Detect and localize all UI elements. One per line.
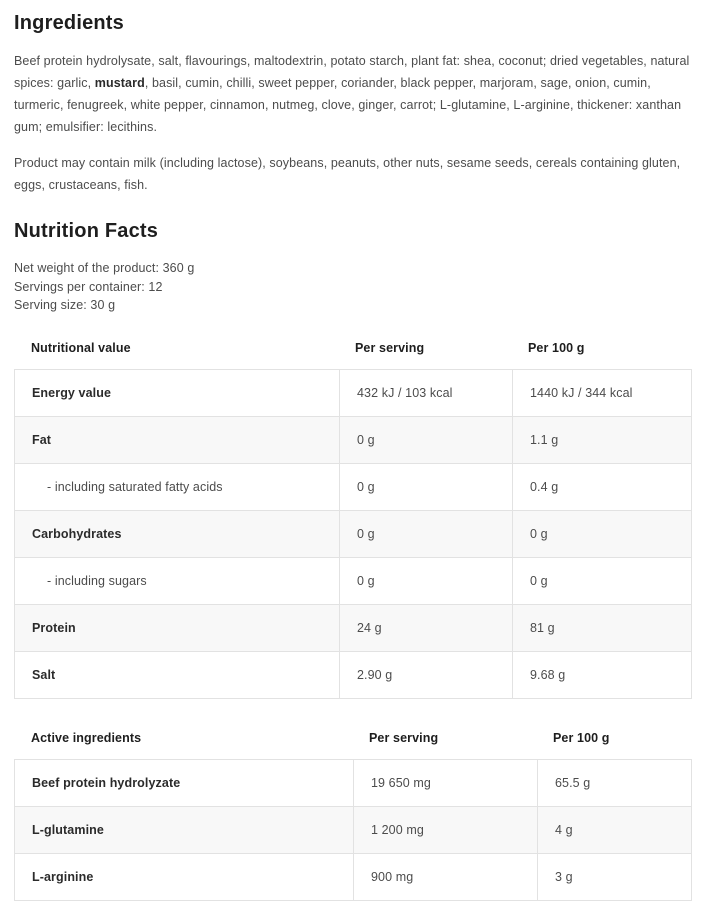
row-label: - including sugars xyxy=(47,573,147,588)
ingredients-bold-allergen: mustard xyxy=(94,76,145,90)
row-per-100g: 3 g xyxy=(537,854,693,900)
row-per-serving: 2.90 g xyxy=(339,652,512,698)
active-ingredients-table-header xyxy=(14,731,694,745)
table-row-beef-protein-hydrolyzate xyxy=(15,760,691,806)
table-row-salt xyxy=(15,651,691,698)
row-label: - including saturated fatty acids xyxy=(47,479,223,494)
row-per-100g: 65.5 g xyxy=(537,760,693,806)
row-label: Fat xyxy=(32,432,52,447)
row-label: Protein xyxy=(32,620,76,635)
row-label: Energy value xyxy=(32,385,112,400)
ingredients-text-part1: Beef protein hydrolysate, salt, flavourings, maltodextrin, potato starch, plant fat: shea, coconut; dried vegetables, natural spices: garlic, xyxy=(14,54,690,90)
active-ingredients-table xyxy=(14,759,692,901)
row-per-serving: 0 g xyxy=(339,558,512,604)
row-per-100g: 9.68 g xyxy=(512,652,693,698)
row-per-serving: 0 g xyxy=(339,511,512,557)
row-label: L-glutamine xyxy=(32,822,104,837)
row-per-serving: 900 mg xyxy=(353,854,537,900)
row-per-100g: 0.4 g xyxy=(512,464,693,510)
row-per-100g: 81 g xyxy=(512,605,693,651)
table-row-sugars xyxy=(15,557,691,604)
row-per-serving: 24 g xyxy=(339,605,512,651)
row-per-serving: 0 g xyxy=(339,417,512,463)
active-table-header-per-100g: Per 100 g xyxy=(553,730,610,745)
allergen-note: Product may contain milk (including lactose), soybeans, peanuts, other nuts, sesame seeds, cereals containing gluten, eggs, crustaceans, fish. xyxy=(14,156,681,192)
net-weight-line: Net weight of the product: 360 g xyxy=(14,261,195,275)
row-per-100g: 0 g xyxy=(512,511,693,557)
ingredients-heading: Ingredients xyxy=(14,12,124,34)
row-per-serving: 19 650 mg xyxy=(353,760,537,806)
nutrition-table-header-per-100g: Per 100 g xyxy=(528,340,585,355)
row-label: Carbohydrates xyxy=(32,526,122,541)
row-label: L-arginine xyxy=(32,869,94,884)
table-row-l-glutamine xyxy=(15,806,691,853)
ingredients-text-part2: , basil, cumin, chilli, sweet pepper, coriander, black pepper, marjoram, sage, onion, cumin, turmeric, fenugreek, white pepper, cinnamon, nutmeg, clove, ginger, carrot; L-glutamine, L-arginine, thickener: xanthan gum; emulsifier: lecithins. xyxy=(14,76,682,134)
table-row-l-arginine xyxy=(15,853,691,900)
row-per-100g: 1440 kJ / 344 kcal xyxy=(512,370,693,416)
servings-per-container-line: Servings per container: 12 xyxy=(14,279,163,294)
row-per-serving: 1 200 mg xyxy=(353,807,537,853)
serving-info xyxy=(14,259,694,315)
row-label: Salt xyxy=(32,667,56,682)
nutrition-table xyxy=(14,369,692,699)
nutrition-facts-heading: Nutrition Facts xyxy=(14,220,159,242)
row-per-100g: 1.1 g xyxy=(512,417,693,463)
serving-size-line: Serving size: 30 g xyxy=(14,298,116,312)
row-per-100g: 0 g xyxy=(512,558,693,604)
table-row-energy-value xyxy=(15,370,691,416)
table-row-saturated-fatty-acids xyxy=(15,463,691,510)
table-row-fat xyxy=(15,416,691,463)
row-per-serving: 432 kJ / 103 kcal xyxy=(339,370,512,416)
nutrition-table-header-per-serving: Per serving xyxy=(355,340,425,355)
nutrition-table-header xyxy=(14,341,694,355)
row-per-100g: 4 g xyxy=(537,807,693,853)
row-label: Beef protein hydrolyzate xyxy=(32,775,181,790)
table-row-carbohydrates xyxy=(15,510,691,557)
active-table-header-per-serving: Per serving xyxy=(369,730,439,745)
active-table-header-label: Active ingredients xyxy=(31,730,142,745)
ingredients-paragraph xyxy=(14,50,692,138)
row-per-serving: 0 g xyxy=(339,464,512,510)
nutrition-table-header-label: Nutritional value xyxy=(31,340,131,355)
table-row-protein xyxy=(15,604,691,651)
